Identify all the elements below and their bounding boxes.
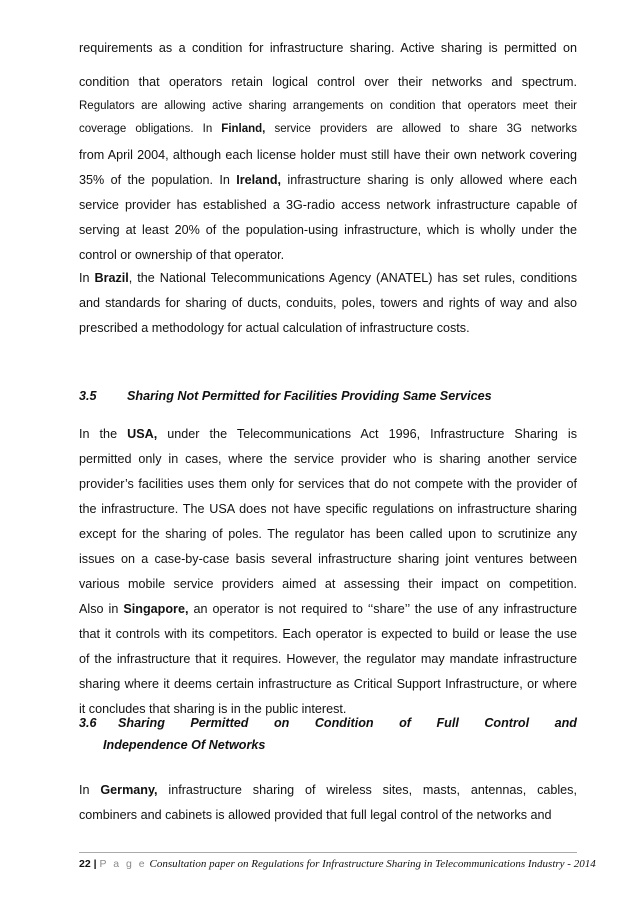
text-line	[79, 778, 577, 803]
text-segment: In	[79, 271, 95, 285]
text-line: and standards for sharing of ducts, conduits, poles, towers and rights of way and also	[79, 296, 577, 310]
bold-country-name: Finland,	[221, 123, 266, 135]
text-line: service provider has established a 3G-radio access network infrastructure capable of	[79, 198, 577, 212]
bold-country-name: Ireland,	[236, 173, 282, 187]
heading-word: Permitted	[190, 716, 249, 730]
text-line: that it controls with its competitors. Each operator is expected to build or lease the use	[79, 627, 577, 641]
text-segment: In the	[79, 427, 128, 441]
text-line: various mobile service providers aimed at assessing their impact on competition.	[79, 577, 577, 591]
page-number: 22	[79, 858, 91, 870]
section-heading-3-6	[79, 716, 579, 752]
text-segment: Also in	[79, 602, 124, 616]
text-line	[79, 422, 577, 447]
text-line: serving at least 20% of the population-using infrastructure, which is wholly under the	[79, 223, 577, 237]
text-line: of the infrastructure that it requires. However, the regulator may mandate infrastructure	[79, 652, 577, 666]
text-line: provider’s facilities uses them only for services that do not compete with the provider of	[79, 477, 577, 491]
text-line	[79, 266, 577, 291]
page-label: P a g e	[99, 858, 147, 870]
bold-country-name: Germany,	[100, 783, 158, 797]
text-line: from April 2004, although each license holder must still have their own network covering	[79, 148, 577, 162]
heading-word: Condition	[314, 716, 374, 730]
heading-word: Control	[484, 716, 530, 730]
text-line	[79, 117, 577, 142]
heading-word: on	[273, 716, 290, 730]
text-line: permitted only in cases, where the service provider who is sharing another service	[79, 452, 577, 466]
text-segment: under the Telecommunications Act 1996, Infrastructure Sharing is	[157, 427, 577, 441]
text-segment: service providers are allowed to share 3G networks	[265, 123, 577, 135]
text-line	[79, 168, 577, 193]
heading-word: of	[399, 716, 411, 730]
section-title: Sharing Not Permitted for Facilities Providing Same Services	[127, 389, 492, 403]
heading-word: Full	[436, 716, 459, 730]
footer-document-title: Consultation paper on Regulations for Infrastructure Sharing in Telecommunications Industry - 2014	[149, 858, 596, 870]
text-line: prescribed a methodology for actual calculation of infrastructure costs.	[79, 321, 470, 335]
footer-divider	[79, 852, 577, 853]
text-line: Regulators are allowing active sharing arrangements on condition that operators meet their	[79, 100, 577, 112]
section-heading-line1	[79, 716, 577, 730]
text-line: issues on a case-by-case basis several infrastructure sharing joint ventures between	[79, 552, 577, 566]
text-line	[79, 597, 577, 622]
section-heading-line2: Independence Of Networks	[103, 738, 266, 752]
text-line: combiners and cabinets is allowed provided that full legal control of the networks and	[79, 808, 552, 822]
section-heading-3-5	[79, 389, 579, 403]
text-segment: coverage obligations. In	[79, 123, 222, 135]
bold-country-name: USA,	[127, 427, 158, 441]
text-line: sharing where it deems certain infrastructure as Critical Support Infrastructure, or where	[79, 677, 577, 691]
text-line: except for the sharing of poles. The regulator has been called upon to scrutinize any	[79, 527, 577, 541]
section-number: 3.6	[79, 716, 97, 730]
text-segment: infrastructure sharing is only allowed where each	[281, 173, 577, 187]
bold-country-name: Brazil	[94, 271, 129, 285]
text-line: control or ownership of that operator.	[79, 248, 285, 262]
heading-word: Sharing	[118, 716, 165, 730]
text-line: condition that operators retain logical control over their networks and spectrum.	[79, 75, 577, 89]
text-segment: 35% of the population. In	[79, 173, 237, 187]
heading-words	[118, 716, 577, 730]
heading-word: and	[554, 716, 577, 730]
text-segment: infrastructure sharing of wireless sites, masts, antennas, cables,	[157, 783, 577, 797]
section-number: 3.5	[79, 389, 97, 403]
page-footer	[79, 858, 596, 870]
text-line: the infrastructure. The USA does not have specific regulations on infrastructure sharing	[79, 502, 577, 516]
text-line: it concludes that sharing is in the public interest.	[79, 702, 347, 716]
text-segment: , the National Telecommunications Agency (ANATEL) has set rules, conditions	[128, 271, 577, 285]
bold-country-name: Singapore,	[123, 602, 189, 616]
text-segment: an operator is not required to ‘‘share’’ the use of any infrastructure	[188, 602, 577, 616]
text-segment: In	[79, 783, 101, 797]
text-line: requirements as a condition for infrastructure sharing. Active sharing is permitted on	[79, 41, 577, 55]
footer-separator: |	[93, 858, 97, 870]
